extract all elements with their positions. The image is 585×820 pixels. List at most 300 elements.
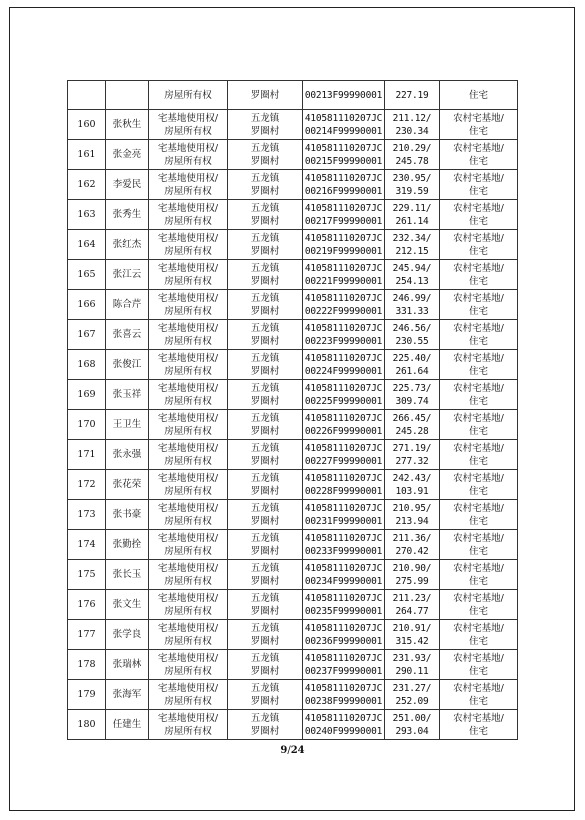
cell-location-line: 五龙镇 [250,172,280,184]
cell-location [228,110,303,140]
cell-area-line: 290.11 [395,665,429,677]
cell-unit-code-line: 410581110207JC [304,202,383,214]
cell-location-line: 五龙镇 [250,202,280,214]
cell-usage [440,500,518,530]
cell-unit-code [303,530,385,560]
cell-unit-code-line: 00236F99990001 [304,635,383,647]
cell-right-type-line: 宅基地使用权/ [157,142,219,154]
cell-right-type-line: 房屋所有权 [164,425,212,437]
cell-unit-code-line: 410581110207JC [304,262,383,274]
cell-location [228,680,303,710]
cell-area-line: 261.64 [395,365,429,377]
cell-location-line: 五龙镇 [250,262,280,274]
cell-usage-line: 农村宅基地/ [453,712,504,724]
cell-serial-number [68,81,106,110]
cell-area [385,560,440,590]
cell-usage [440,230,518,260]
page-separator: / [287,745,291,756]
table-row [68,140,518,170]
cell-unit-code-line: 410581110207JC [304,712,383,724]
cell-unit-code-line: 00227F99990001 [304,455,383,467]
cell-right-type-line: 房屋所有权 [164,335,212,347]
cell-area [385,230,440,260]
cell-area-line: 264.77 [395,605,429,617]
cell-location-line: 罗圈村 [250,665,280,677]
cell-right-type-line: 房屋所有权 [164,635,212,647]
cell-location [228,500,303,530]
cell-usage [440,170,518,200]
cell-usage-line: 农村宅基地/ [453,592,504,604]
cell-area-line: 225.40/ [392,352,432,364]
cell-unit-code [303,170,385,200]
cell-location-line: 五龙镇 [250,502,280,514]
cell-right-type [149,110,228,140]
cell-area [385,410,440,440]
cell-serial-number: 175 [68,560,106,590]
cell-area-line: 246.56/ [392,322,432,334]
cell-owner-name: 张俊江 [106,350,149,380]
cell-unit-code-line: 00231F99990001 [304,515,383,527]
cell-location-line: 罗圈村 [250,605,280,617]
cell-right-type-line: 宅基地使用权/ [157,502,219,514]
cell-owner-name: 张江云 [106,260,149,290]
cell-unit-code-line: 410581110207JC [304,172,383,184]
cell-area-line: 275.99 [395,575,429,587]
cell-owner-name: 张永强 [106,440,149,470]
cell-usage [440,350,518,380]
cell-area-line: 309.74 [395,395,429,407]
cell-area [385,140,440,170]
table-row [68,590,518,620]
table-row [68,620,518,650]
cell-location-line: 五龙镇 [250,412,280,424]
cell-area-line: 230.95/ [392,172,432,184]
cell-usage-line: 住宅 [468,185,488,197]
cell-right-type-line: 房屋所有权 [164,605,212,617]
cell-area [385,170,440,200]
cell-location [228,440,303,470]
cell-unit-code-line: 00216F99990001 [304,185,383,197]
cell-right-type-line: 房屋所有权 [164,575,212,587]
cell-owner-name: 张喜云 [106,320,149,350]
cell-serial-number: 167 [68,320,106,350]
cell-right-type-line: 宅基地使用权/ [157,652,219,664]
cell-owner-name: 张红杰 [106,230,149,260]
cell-right-type-line: 宅基地使用权/ [157,472,219,484]
cell-area [385,290,440,320]
cell-unit-code-line: 410581110207JC [304,292,383,304]
cell-serial-number: 178 [68,650,106,680]
cell-usage-line: 农村宅基地/ [453,382,504,394]
cell-unit-code-line: 00214F99990001 [304,125,383,137]
cell-owner-name: 张花荣 [106,470,149,500]
cell-area-line: 277.32 [395,455,429,467]
cell-right-type [149,620,228,650]
cell-right-type-line: 宅基地使用权/ [157,202,219,214]
table-row [68,170,518,200]
table-row [68,290,518,320]
cell-usage-line: 农村宅基地/ [453,502,504,514]
cell-location [228,470,303,500]
cell-location [228,710,303,740]
cell-usage-line: 农村宅基地/ [453,172,504,184]
cell-usage-line: 农村宅基地/ [453,202,504,214]
cell-area [385,350,440,380]
cell-location [228,320,303,350]
cell-serial-number: 174 [68,530,106,560]
cell-location [228,350,303,380]
cell-unit-code [303,380,385,410]
cell-location [228,230,303,260]
page-current: 9 [280,745,288,756]
cell-unit-code-line: 00226F99990001 [304,425,383,437]
cell-usage-line: 农村宅基地/ [453,472,504,484]
cell-right-type-line: 宅基地使用权/ [157,682,219,694]
cell-usage [440,320,518,350]
cell-area-line: 315.42 [395,635,429,647]
cell-area [385,320,440,350]
cell-location-line: 罗圈村 [250,515,280,527]
cell-usage [440,380,518,410]
cell-location [228,290,303,320]
cell-owner-name: 张书豪 [106,500,149,530]
cell-location-line: 罗圈村 [250,335,280,347]
cell-usage [440,650,518,680]
cell-usage-line: 住宅 [468,335,488,347]
cell-location-line: 五龙镇 [250,562,280,574]
cell-unit-code-line: 00217F99990001 [304,215,383,227]
cell-area-line: 245.94/ [392,262,432,274]
cell-serial-number: 161 [68,140,106,170]
cell-right-type-line: 房屋所有权 [164,395,212,407]
cell-unit-code [303,590,385,620]
cell-unit-code-line: 410581110207JC [304,412,383,424]
cell-area-line: 211.23/ [392,592,432,604]
cell-unit-code-line: 410581110207JC [304,322,383,334]
cell-usage-line: 住宅 [468,425,488,437]
cell-usage [440,470,518,500]
table-row [68,530,518,560]
cell-right-type-line: 宅基地使用权/ [157,232,219,244]
cell-usage-line: 住宅 [468,155,488,167]
cell-usage-line: 住宅 [468,455,488,467]
cell-location-line: 罗圈村 [250,575,280,587]
cell-usage-line: 农村宅基地/ [453,112,504,124]
cell-unit-code [303,410,385,440]
page-number [0,745,585,756]
cell-usage [440,680,518,710]
cell-area [385,380,440,410]
cell-right-type [149,81,228,110]
cell-right-type-line: 宅基地使用权/ [157,262,219,274]
table-row [68,81,518,110]
cell-area-line: 212.15 [395,245,429,257]
cell-right-type-line: 宅基地使用权/ [157,712,219,724]
table-row [68,380,518,410]
cell-unit-code [303,260,385,290]
cell-location [228,530,303,560]
cell-serial-number: 166 [68,290,106,320]
cell-area [385,260,440,290]
cell-owner-name: 李爱民 [106,170,149,200]
cell-unit-code-line: 00225F99990001 [304,395,383,407]
cell-usage-line: 农村宅基地/ [453,532,504,544]
cell-right-type-line: 房屋所有权 [164,515,212,527]
table-row [68,320,518,350]
cell-right-type-line: 宅基地使用权/ [157,352,219,364]
cell-usage [440,260,518,290]
cell-location [228,410,303,440]
cell-usage-line: 住宅 [468,725,488,737]
cell-area [385,650,440,680]
cell-area-line: 210.29/ [392,142,432,154]
table-row [68,440,518,470]
cell-usage [440,620,518,650]
cell-area-line: 210.90/ [392,562,432,574]
cell-right-type [149,410,228,440]
cell-usage-line: 住宅 [468,215,488,227]
cell-usage-line: 农村宅基地/ [453,622,504,634]
cell-serial-number: 168 [68,350,106,380]
cell-serial-number: 160 [68,110,106,140]
cell-area-line: 211.36/ [392,532,432,544]
cell-owner-name: 陈合芹 [106,290,149,320]
cell-area-line: 230.34 [395,125,429,137]
cell-unit-code [303,500,385,530]
cell-location [228,140,303,170]
cell-right-type [149,350,228,380]
cell-area-line: 232.34/ [392,232,432,244]
cell-right-type-line: 房屋所有权 [164,305,212,317]
cell-unit-code-line: 00238F99990001 [304,695,383,707]
table-body [68,81,518,740]
cell-right-type-line: 房屋所有权 [164,89,212,101]
cell-unit-code-line: 410581110207JC [304,592,383,604]
cell-unit-code-line: 410581110207JC [304,232,383,244]
cell-usage-line: 住宅 [468,665,488,677]
cell-usage [440,440,518,470]
cell-location-line: 五龙镇 [250,472,280,484]
cell-right-type-line: 房屋所有权 [164,455,212,467]
cell-unit-code-line: 00224F99990001 [304,365,383,377]
cell-unit-code [303,620,385,650]
cell-unit-code [303,81,385,110]
cell-usage-line: 住宅 [468,305,488,317]
cell-area-line: 251.00/ [392,712,432,724]
cell-location-line: 五龙镇 [250,352,280,364]
cell-serial-number: 173 [68,500,106,530]
cell-location [228,590,303,620]
cell-right-type-line: 宅基地使用权/ [157,442,219,454]
cell-owner-name: 张海军 [106,680,149,710]
cell-unit-code-line: 410581110207JC [304,142,383,154]
cell-area [385,500,440,530]
cell-usage [440,200,518,230]
cell-location [228,81,303,110]
cell-location-line: 五龙镇 [250,712,280,724]
cell-usage-line: 农村宅基地/ [453,322,504,334]
cell-unit-code [303,440,385,470]
cell-unit-code [303,710,385,740]
cell-right-type [149,530,228,560]
cell-owner-name: 张秀生 [106,200,149,230]
cell-area-line: 266.45/ [392,412,432,424]
cell-area-line: 231.27/ [392,682,432,694]
cell-location-line: 五龙镇 [250,652,280,664]
cell-area-line: 319.59 [395,185,429,197]
cell-owner-name: 任建生 [106,710,149,740]
cell-location-line: 罗圈村 [250,305,280,317]
table-row [68,500,518,530]
cell-area-line: 231.93/ [392,652,432,664]
cell-owner-name: 张玉祥 [106,380,149,410]
cell-location-line: 五龙镇 [250,442,280,454]
cell-location-line: 罗圈村 [250,365,280,377]
cell-owner-name: 张瑞林 [106,650,149,680]
cell-usage [440,110,518,140]
cell-usage-line: 住宅 [468,365,488,377]
cell-owner-name: 张勤拴 [106,530,149,560]
cell-unit-code [303,200,385,230]
cell-area-line: 245.78 [395,155,429,167]
cell-serial-number: 169 [68,380,106,410]
cell-area-line: 252.09 [395,695,429,707]
cell-location-line: 罗圈村 [250,395,280,407]
cell-location-line: 五龙镇 [250,232,280,244]
cell-unit-code [303,560,385,590]
cell-serial-number: 177 [68,620,106,650]
cell-unit-code [303,140,385,170]
cell-area [385,200,440,230]
cell-usage [440,410,518,440]
cell-area [385,440,440,470]
cell-right-type [149,260,228,290]
cell-location [228,200,303,230]
cell-unit-code-line: 410581110207JC [304,352,383,364]
table-row [68,350,518,380]
cell-location-line: 五龙镇 [250,382,280,394]
cell-unit-code [303,470,385,500]
cell-usage [440,140,518,170]
cell-right-type-line: 房屋所有权 [164,245,212,257]
cell-right-type [149,170,228,200]
cell-location-line: 罗圈村 [250,455,280,467]
cell-unit-code-line: 00237F99990001 [304,665,383,677]
cell-right-type-line: 宅基地使用权/ [157,172,219,184]
cell-area-line: 227.19 [395,89,429,101]
cell-area [385,470,440,500]
cell-usage [440,710,518,740]
cell-location-line: 罗圈村 [250,425,280,437]
cell-location-line: 五龙镇 [250,112,280,124]
cell-right-type [149,290,228,320]
cell-serial-number: 179 [68,680,106,710]
cell-unit-code [303,230,385,260]
table-row [68,560,518,590]
cell-area [385,530,440,560]
cell-area-line: 229.11/ [392,202,432,214]
cell-unit-code-line: 00234F99990001 [304,575,383,587]
cell-owner-name: 王卫生 [106,410,149,440]
cell-owner-name: 张文生 [106,590,149,620]
cell-usage-line: 农村宅基地/ [453,652,504,664]
cell-location-line: 罗圈村 [250,245,280,257]
cell-area [385,710,440,740]
cell-right-type [149,440,228,470]
cell-owner-name: 张长玉 [106,560,149,590]
cell-unit-code-line: 410581110207JC [304,532,383,544]
table-row [68,650,518,680]
cell-location-line: 罗圈村 [250,275,280,287]
cell-area-line: 254.13 [395,275,429,287]
cell-area-line: 213.94 [395,515,429,527]
cell-area [385,81,440,110]
cell-right-type-line: 房屋所有权 [164,665,212,677]
cell-unit-code-line: 00235F99990001 [304,605,383,617]
cell-area-line: 331.33 [395,305,429,317]
cell-location-line: 罗圈村 [250,125,280,137]
cell-serial-number: 171 [68,440,106,470]
cell-unit-code-line: 00240F99990001 [304,725,383,737]
cell-location-line: 罗圈村 [250,185,280,197]
cell-location-line: 罗圈村 [250,89,280,101]
cell-unit-code-line: 00233F99990001 [304,545,383,557]
cell-usage-line: 农村宅基地/ [453,292,504,304]
cell-unit-code-line: 410581110207JC [304,112,383,124]
cell-usage-line: 农村宅基地/ [453,442,504,454]
cell-serial-number: 176 [68,590,106,620]
cell-area-line: 242.43/ [392,472,432,484]
cell-right-type [149,650,228,680]
cell-unit-code-line: 00228F99990001 [304,485,383,497]
cell-unit-code-line: 00223F99990001 [304,335,383,347]
table-row [68,410,518,440]
table-row [68,110,518,140]
cell-unit-code-line: 410581110207JC [304,472,383,484]
cell-unit-code-line: 00213F99990001 [304,89,383,101]
cell-area-line: 270.42 [395,545,429,557]
cell-area-line: 245.28 [395,425,429,437]
cell-usage-line: 农村宅基地/ [453,562,504,574]
cell-serial-number: 162 [68,170,106,200]
cell-usage [440,290,518,320]
cell-unit-code-line: 00215F99990001 [304,155,383,167]
cell-right-type-line: 房屋所有权 [164,275,212,287]
cell-right-type-line: 宅基地使用权/ [157,292,219,304]
cell-location-line: 五龙镇 [250,682,280,694]
cell-unit-code-line: 410581110207JC [304,622,383,634]
cell-right-type-line: 宅基地使用权/ [157,562,219,574]
cell-area-line: 246.99/ [392,292,432,304]
cell-usage-line: 农村宅基地/ [453,232,504,244]
cell-location [228,650,303,680]
cell-unit-code-line: 410581110207JC [304,442,383,454]
cell-right-type [149,500,228,530]
cell-unit-code-line: 410581110207JC [304,502,383,514]
cell-right-type-line: 宅基地使用权/ [157,322,219,334]
cell-usage-line: 农村宅基地/ [453,142,504,154]
cell-usage-line: 住宅 [468,485,488,497]
cell-unit-code-line: 410581110207JC [304,562,383,574]
cell-serial-number: 164 [68,230,106,260]
cell-usage-line: 住宅 [468,605,488,617]
page-total: 24 [290,745,305,756]
cell-location-line: 罗圈村 [250,155,280,167]
cell-usage-line: 农村宅基地/ [453,412,504,424]
cell-serial-number: 170 [68,410,106,440]
cell-right-type-line: 宅基地使用权/ [157,622,219,634]
cell-usage [440,590,518,620]
